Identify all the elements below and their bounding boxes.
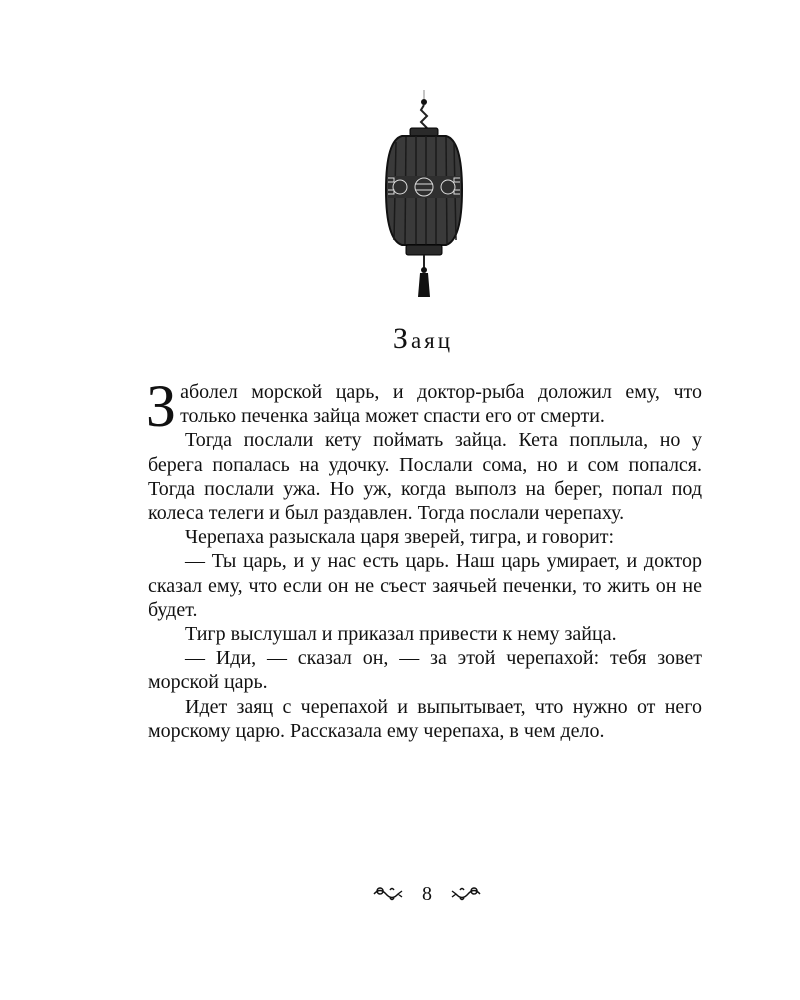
page-number: 8 — [422, 882, 432, 905]
story-title — [0, 322, 800, 356]
right-ornament-icon — [450, 885, 482, 903]
story-text — [146, 373, 702, 743]
title-initial: З — [392, 322, 411, 355]
paragraph-7: Идет заяц с черепахой и выпытывает, что нужно от него морскому царю. Рассказала ему черепаха, в чем дело. — [148, 695, 702, 742]
paragraph-5: Тигр выслушал и приказал привести к нему зайца. — [185, 623, 617, 646]
paragraph-2: Тогда послали кету поймать зайца. Кета поплыла, но у берега попалась на удочку. Послали сома, но и сом попался. Тогда послали ужа. Но уж, когда выполз на берег, попал под колеса телеги и был раздавлен. Тогда послали черепаху. — [148, 429, 702, 525]
chinese-lantern-illustration — [372, 90, 472, 310]
paragraph-3: Черепаха разыскала царя зверей, тигра, и говорит: — [185, 526, 615, 549]
left-ornament-icon — [372, 885, 404, 903]
paragraph-6: — Иди, — сказал он, — за этой черепахой: тебя зовет морской царь. — [148, 647, 702, 694]
paragraph-1 — [146, 373, 702, 439]
paragraph-4: — Ты царь, и у нас есть царь. Наш царь умирает, и доктор сказал ему, что если он не съест заячьей печенки, то жить он не будет. — [148, 550, 702, 621]
page-footer — [372, 882, 482, 906]
drop-cap: З — [146, 373, 177, 439]
title-rest: аяц — [410, 328, 454, 353]
paragraph-1-text: аболел морской царь, и доктор-рыба доложил ему, что только печенка зайца может спасти его от смерти. — [180, 381, 702, 428]
